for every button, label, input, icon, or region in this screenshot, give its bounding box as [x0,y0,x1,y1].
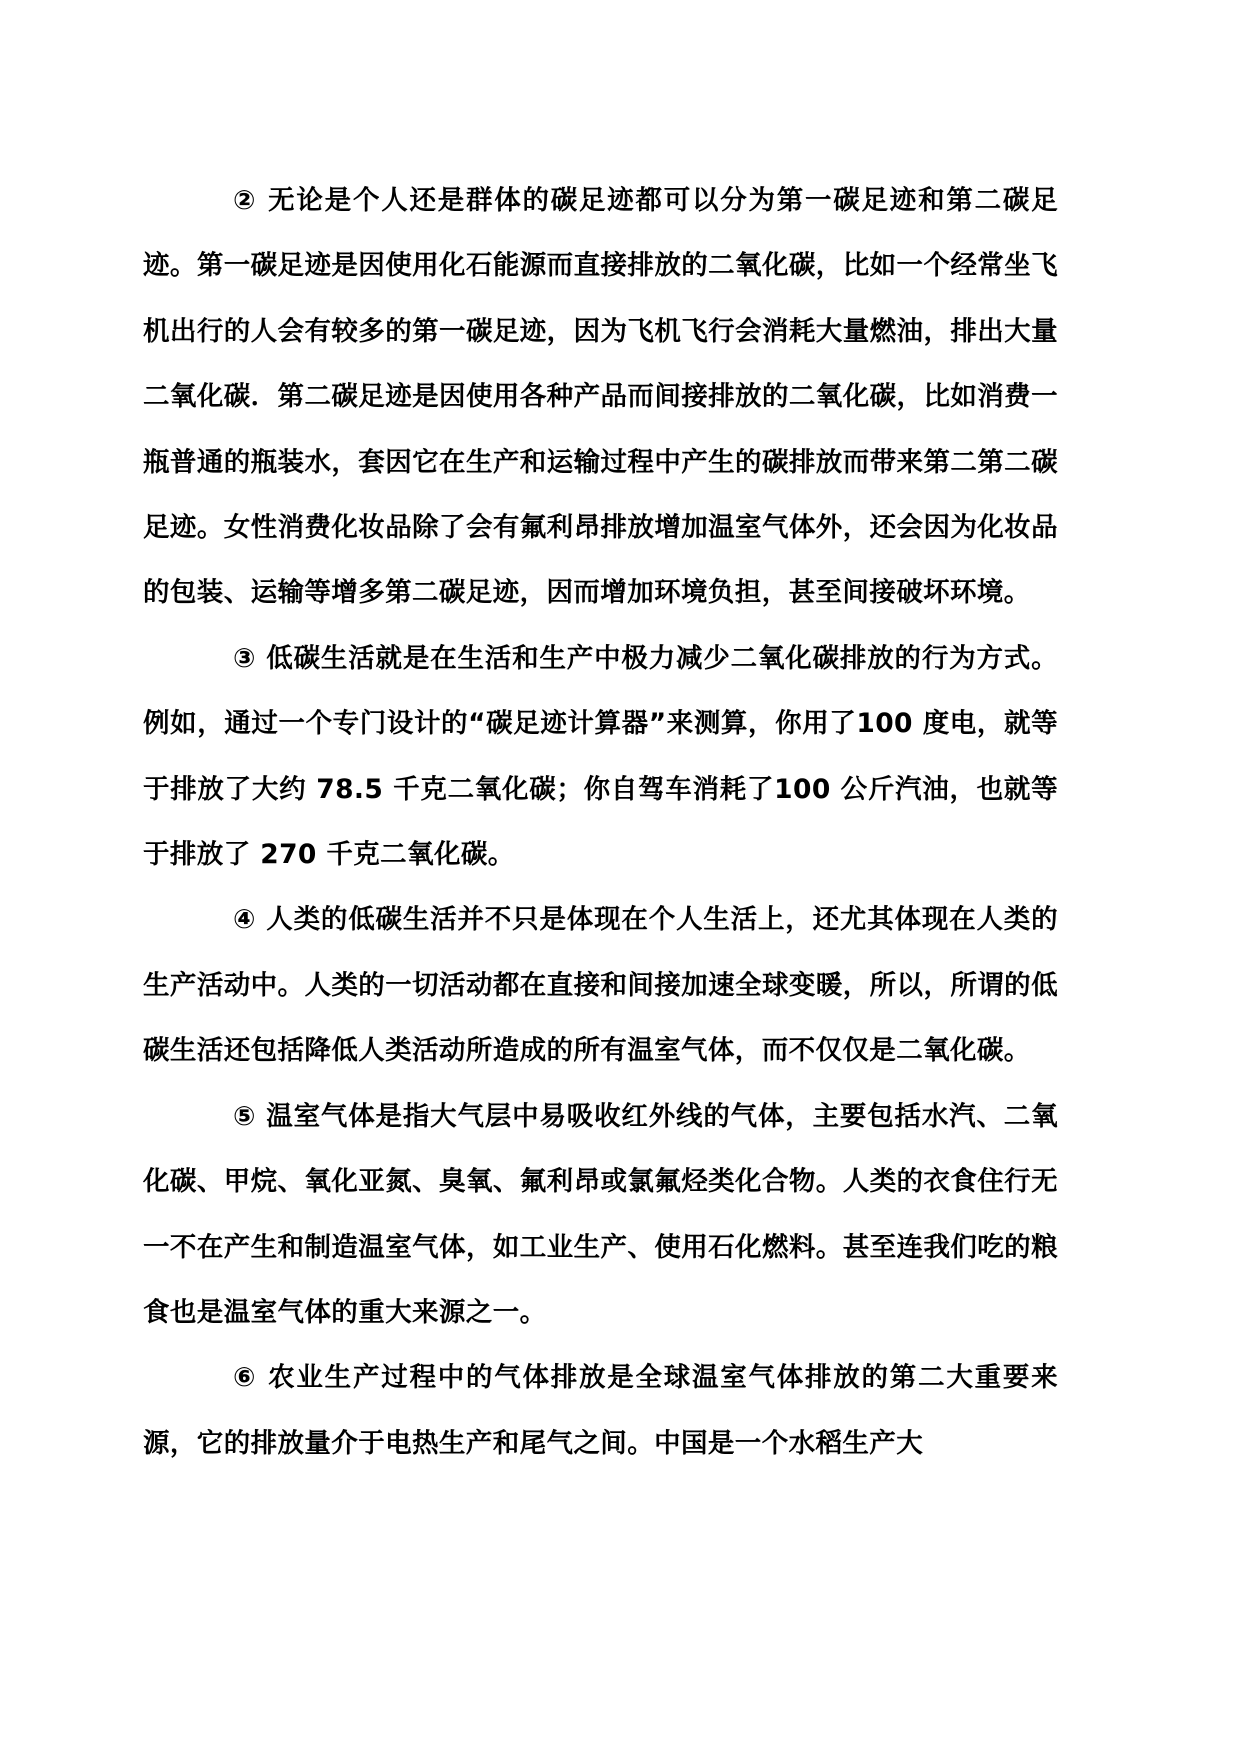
paragraph-2: ② 无论是个人还是群体的碳足迹都可以分为第一碳足迹和第二碳足迹。第一碳足迹是因使用化石能源而直接排放的二氧化碳，比如一个经常坐飞机出行的人会有较多的第一碳足迹，因为飞机飞行会消耗大量燃油，排出大量二氧化碳．第二碳足迹是因使用各种产品而间接排放的二氧化碳，比如消费一瓶普通的瓶装水，套因它在生产和运输过程中产生的碳排放而带来第二第二碳足迹。女性消费化妆品除了会有氟利昂排放增加温室气体外，还会因为化妆品的包装、运输等增多第二碳足迹，因而增加环境负担，甚至间接破坏环境。 [143,185,1058,609]
document-body [143,168,1058,1476]
paragraph-5: ⑤ 温室气体是指大气层中易吸收红外线的气体，主要包括水汽、二氧化碳、甲烷、氧化亚氮、臭氧、氟利昂或氯氟烃类化合物。人类的衣食住行无一不在产生和制造温室气体，如工业生产、使用石化燃料。甚至连我们吃的粮食也是温室气体的重大来源之一。 [143,1100,1058,1328]
paragraph-6: ⑥ 农业生产过程中的气体排放是全球温室气体排放的第二大重要来源，它的排放量介于电热生产和尾气之间。中国是一个水稻生产大 [143,1362,1058,1459]
paragraph-4: ④ 人类的低碳生活并不只是体现在个人生活上，还尤其体现在人类的生产活动中。人类的一切活动都在直接和间接加速全球变暖，所以，所谓的低碳生活还包括降低人类活动所造成的所有温室气体，而不仅仅是二氧化碳。 [143,904,1058,1067]
paragraph-3: ③ 低碳生活就是在生活和生产中极力减少二氧化碳排放的行为方式。例如，通过一个专门设计的“碳足迹计算器”来测算，你用了100 度电，就等于排放了大约 78.5 千克二氧化碳；你自驾车消耗了100 公斤汽油，也就等于排放了 270 千克二氧化碳。 [143,642,1058,871]
